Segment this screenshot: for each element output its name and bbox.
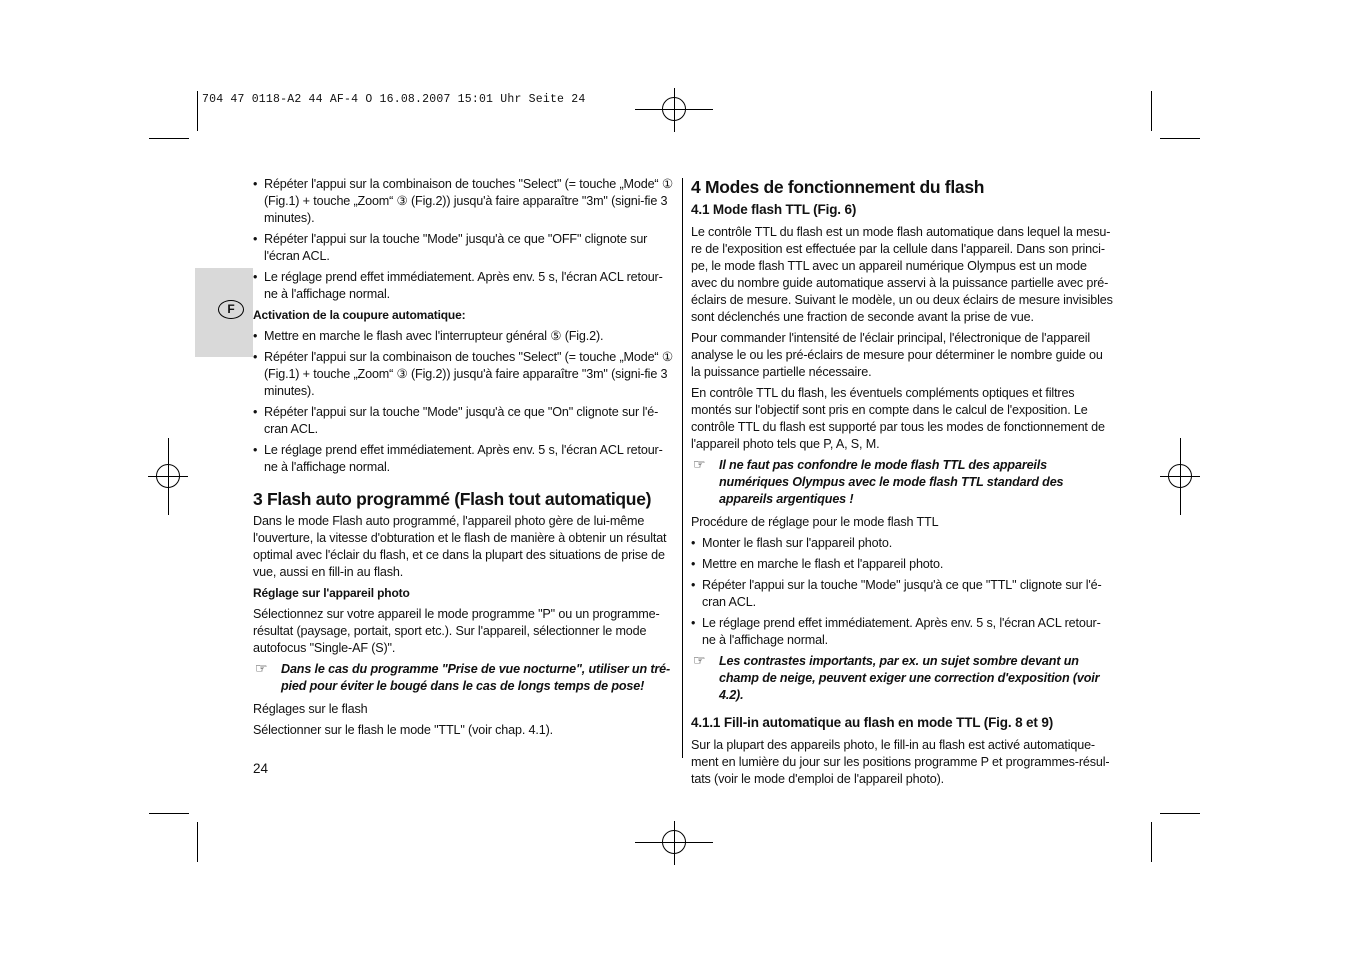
contrast-note: ☞ Les contrastes importants, par ex. un sujet sombre devant un champ de neige, peuvent exiger une correction d'exposition (voir 4.2). xyxy=(693,652,1100,702)
list-item: • Mettre en marche le flash et l'appareil photo. xyxy=(691,557,944,571)
section-4-1-heading: 4.1 Mode flash TTL (Fig. 6) xyxy=(691,202,857,217)
pointing-hand-icon: ☞ xyxy=(255,660,268,676)
flash-settings-paragraph: Sélectionner sur le flash le mode "TTL" (voir chap. 4.1). xyxy=(253,723,553,737)
fill-in-paragraph: Sur la plupart des appareils photo, le fill-in au flash est activé automatique-ment en lumière du jour sur les positions programme P et programmes-résul-tats (voir le mode d'emploi de l'appareil photo). xyxy=(691,738,1110,786)
ttl-paragraph-2: Pour commander l'intensité de l'éclair principal, l'électronique de l'appareil analyse le ou les pré-éclairs de mesure pour déterminer le nombre guide ou la puissance partielle nécessaire. xyxy=(691,331,1103,379)
list-item: • Mettre en marche le flash avec l'interrupteur général ⑤ (Fig.2). xyxy=(253,329,604,343)
flash-settings-label: Réglages sur le flash xyxy=(253,702,368,716)
pointing-hand-icon: ☞ xyxy=(693,652,706,668)
column-divider xyxy=(682,178,683,758)
section-3-heading: 3 Flash auto programmé (Flash tout automatique) xyxy=(253,489,652,509)
camera-setting-paragraph: Sélectionnez sur votre appareil le mode programme "P" ou un programme-résultat (paysage, portait, sport etc.). Sur l'appareil, sélectionner le mode autofocus "Single-AF (S)". xyxy=(253,607,660,655)
list-item: • Répéter l'appui sur la combinaison de touches "Select" (= touche „Mode“ ① (Fig.1) + touche „Zoom“ ③ (Fig.2)) jusqu'à faire apparaître "3m" (signi-fie 3 minutes). xyxy=(253,350,673,398)
right-column xyxy=(691,176,1113,792)
ttl-paragraph-3: En contrôle TTL du flash, les éventuels compléments optiques et filtres montés sur l'objectif sont pris en compte dans le calcul de l'exposition. Le contrôle TTL du flash est supporté par tous les modes de fonctionnement de l'appareil photo tels que P, A, S, M. xyxy=(691,386,1105,451)
pointing-hand-icon: ☞ xyxy=(693,456,706,472)
list-item: • Le réglage prend effet immédiatement. Après env. 5 s, l'écran ACL retour-ne à l'affichage normal. xyxy=(253,270,663,301)
list-item: • Monter le flash sur l'appareil photo. xyxy=(691,536,893,550)
list-item: • Le réglage prend effet immédiatement. Après env. 5 s, l'écran ACL retour-ne à l'affichage normal. xyxy=(253,443,663,474)
page-number: 24 xyxy=(253,761,269,776)
ttl-paragraph-1: Le contrôle TTL du flash est un mode flash automatique dans lequel la mesu-re de l'exposition est effectuée par la cellule dans l'appareil. Dans son princi-pe, le mode flash TTL avec un appareil numérique Olympus est un mode avec du nombre guide automatique asservi à la puissance partielle avec pré-éclairs de mesure. Suivant le modèle, un ou deux éclairs de mesure invisibles sont déclenchés une fraction de seconde avant la prise de vue. xyxy=(691,225,1113,324)
list-item: • Répéter l'appui sur la touche "Mode" jusqu'à ce que "On" clignote sur l'é-cran ACL. xyxy=(253,405,659,436)
ttl-note: ☞ Il ne faut pas confondre le mode flash TTL des appareils numériques Olympus avec le mode flash TTL standard des appareils argentiques ! xyxy=(693,456,1064,506)
print-slug: 704 47 0118-A2 44 AF-4 O 16.08.2007 15:01 Uhr Seite 24 xyxy=(202,93,586,106)
left-column xyxy=(253,176,673,743)
language-tab-letter: F xyxy=(218,300,244,319)
camera-setting-heading: Réglage sur l'appareil photo xyxy=(253,586,410,600)
section-4-heading: 4 Modes de fonctionnement du flash xyxy=(691,177,985,197)
section-3-paragraph: Dans le mode Flash auto programmé, l'appareil photo gère de lui-même l'ouverture, la vitesse d'obturation et le flash de manière à obtenir un résultat optimal avec l'éclair du flash, et ce dans la plupart des situations de prise de vue, aussi en fill-in au flash. xyxy=(253,514,667,579)
list-item: • Répéter l'appui sur la touche "Mode" jusqu'à ce que "TTL" clignote sur l'é-cran ACL. xyxy=(691,578,1102,609)
activation-heading: Activation de la coupure automatique: xyxy=(253,308,466,322)
section-4-1-1-heading: 4.1.1 Fill-in automatique au flash en mode TTL (Fig. 8 et 9) xyxy=(691,715,1054,730)
list-item: • Répéter l'appui sur la combinaison de touches "Select" (= touche „Mode“ ① (Fig.1) + touche „Zoom“ ③ (Fig.2)) jusqu'à faire apparaître "3m" (signi-fie 3 minutes). xyxy=(253,177,673,225)
tripod-note: ☞ Dans le cas du programme "Prise de vue nocturne", utiliser un tré-pied pour éviter le bougé dans le cas de longs temps de pose! xyxy=(255,660,671,693)
language-tab xyxy=(195,268,253,357)
procedure-label: Procédure de réglage pour le mode flash TTL xyxy=(691,515,939,529)
list-item: • Répéter l'appui sur la touche "Mode" jusqu'à ce que "OFF" clignote sur l'écran ACL. xyxy=(253,232,648,263)
list-item: • Le réglage prend effet immédiatement. Après env. 5 s, l'écran ACL retour-ne à l'affichage normal. xyxy=(691,616,1101,647)
